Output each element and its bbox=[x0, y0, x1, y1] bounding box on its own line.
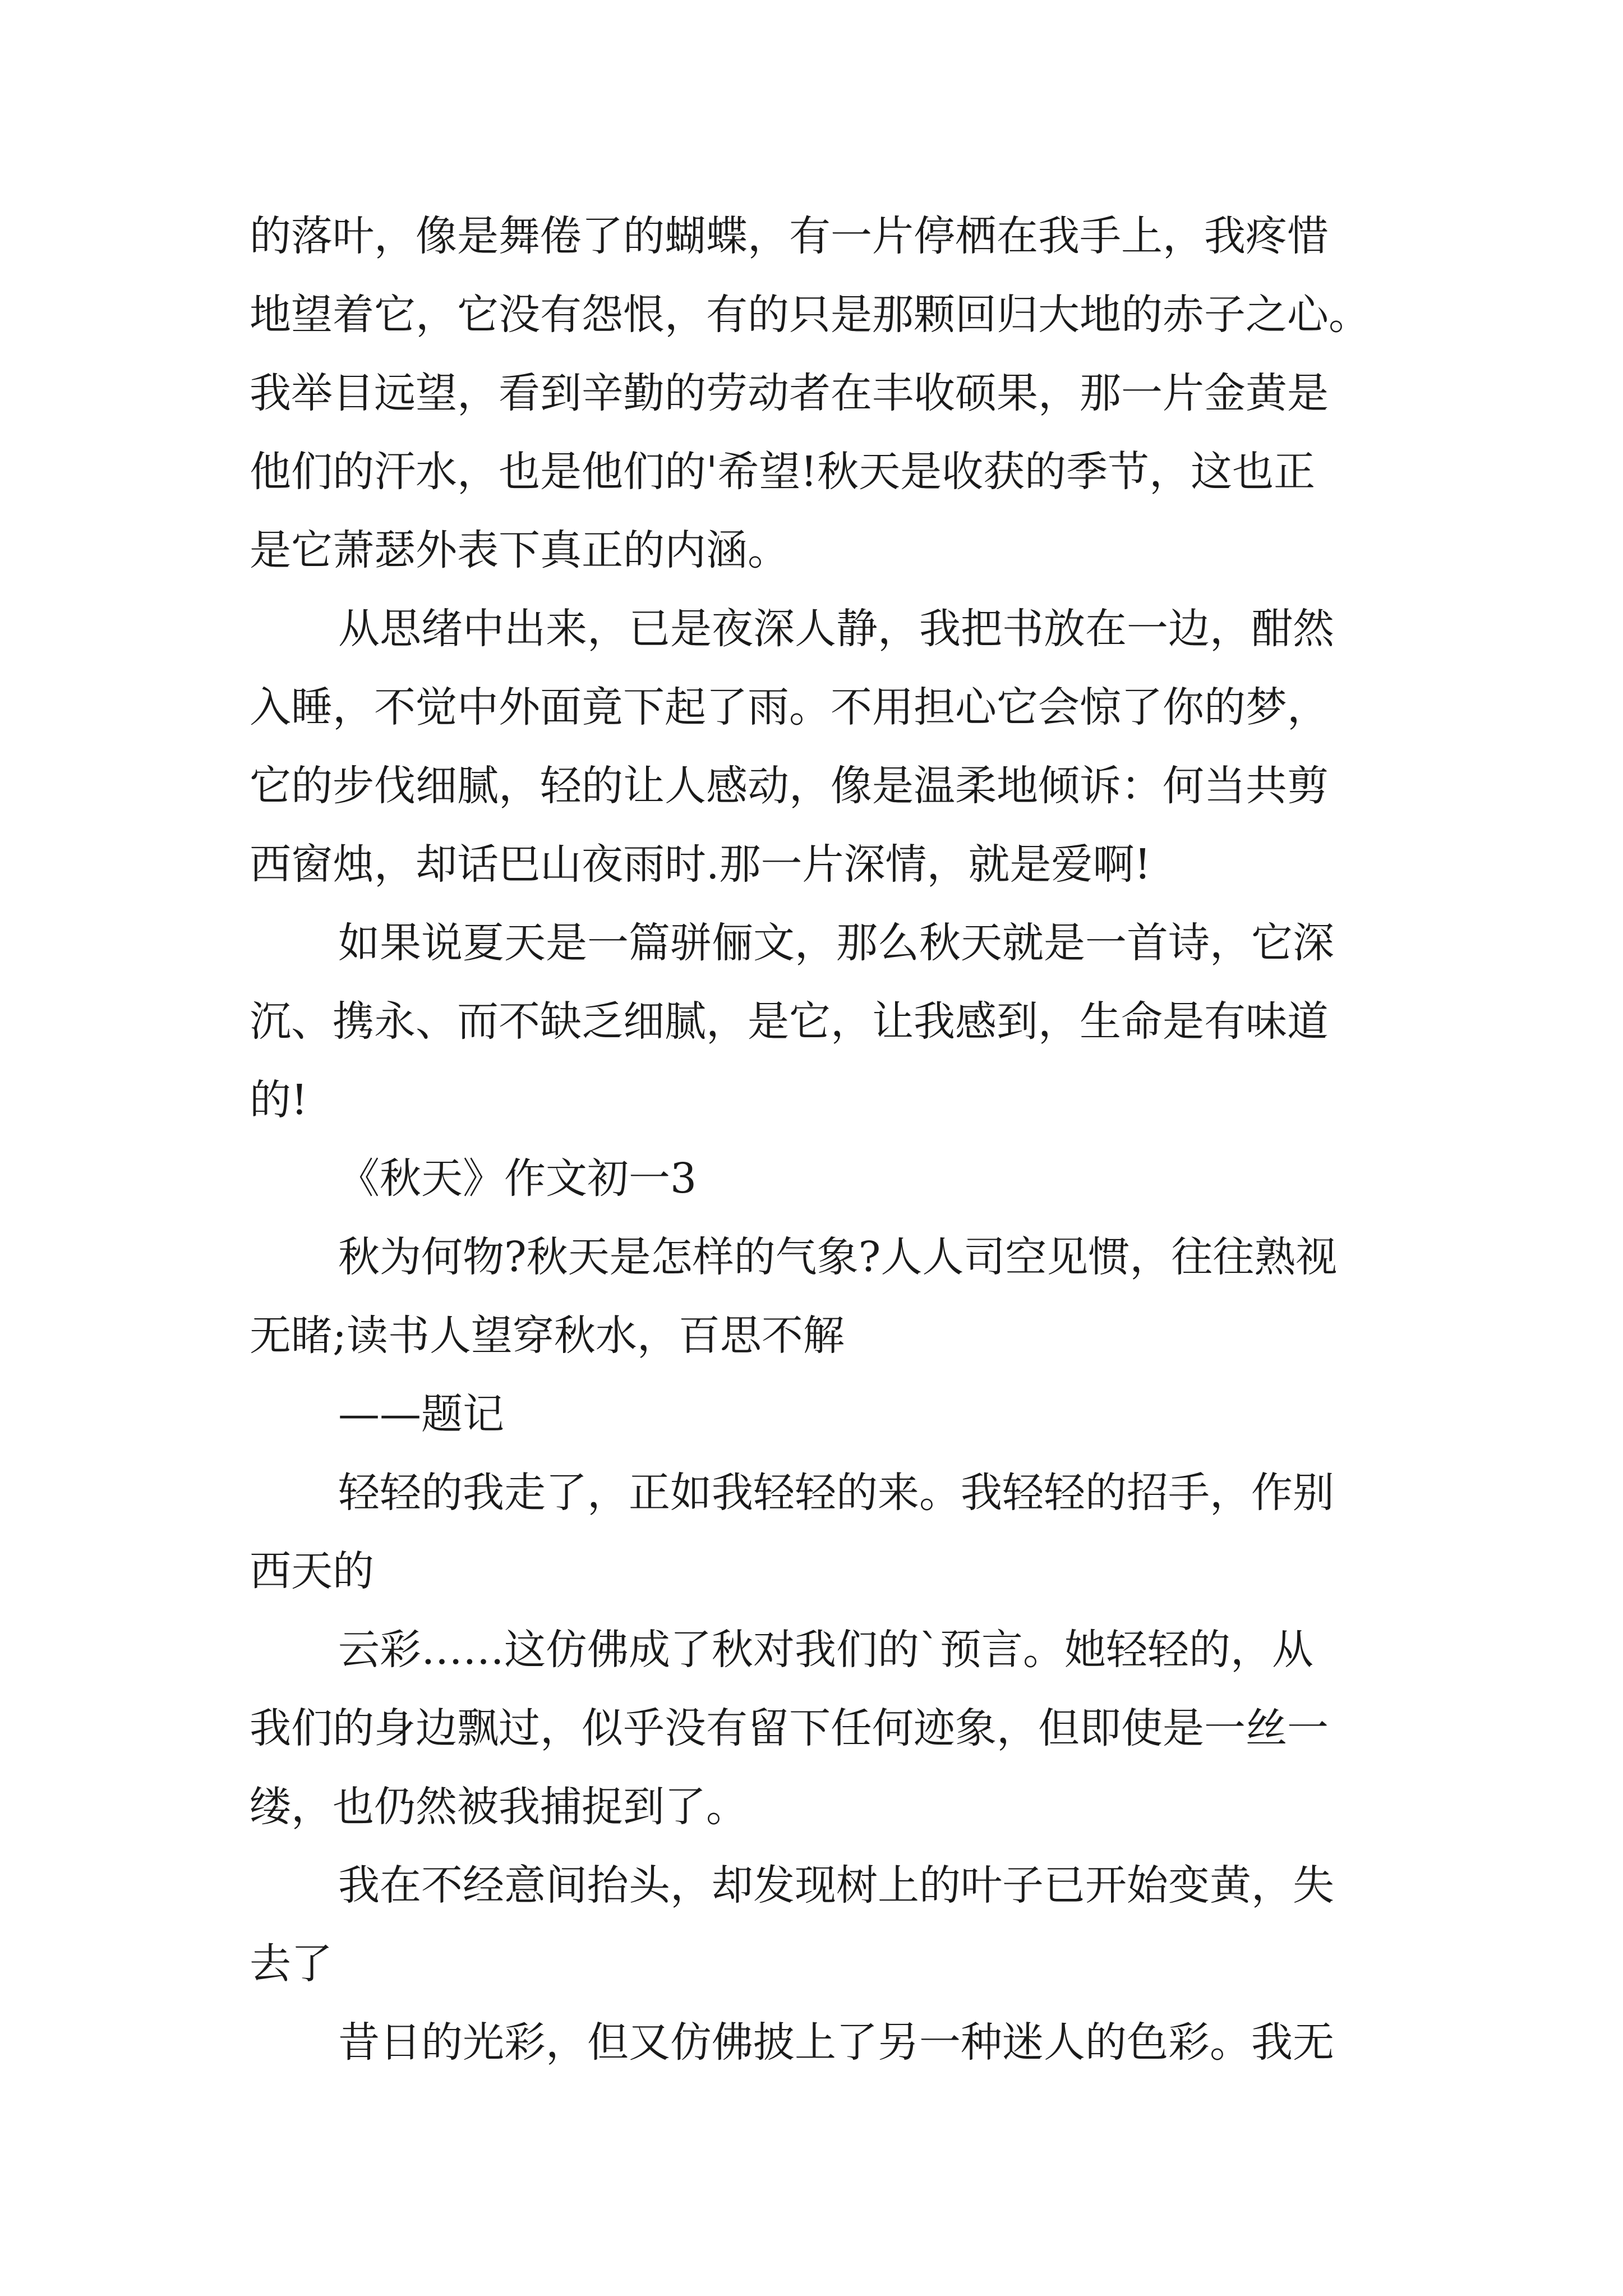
text-line: 无睹;读书人望穿秋水，百思不解 bbox=[250, 1312, 845, 1360]
text-line: 的! bbox=[250, 1076, 308, 1124]
text-line: 是它萧瑟外表下真正的内涵。 bbox=[250, 526, 789, 574]
text-line: 轻轻的我走了，正如我轻轻的来。我轻轻的招手，作别 bbox=[338, 1469, 1334, 1517]
text-line: 秋为何物?秋天是怎样的气象?人人司空见惯，往往熟视 bbox=[338, 1233, 1338, 1281]
text-line: 我在不经意间抬头，却发现树上的叶子已开始变黄，失 bbox=[338, 1861, 1334, 1910]
text-line: 入睡，不觉中外面竟下起了雨。不用担心它会惊了你的梦， bbox=[250, 683, 1329, 731]
text-line: 如果说夏天是一篇骈俪文，那么秋天就是一首诗，它深 bbox=[338, 919, 1334, 967]
text-line: 我举目远望，看到辛勤的劳动者在丰收硕果，那一片金黄是 bbox=[250, 369, 1329, 417]
text-line: 它的步伐细腻，轻的让人感动，像是温柔地倾诉：何当共剪 bbox=[250, 762, 1329, 810]
text-line: 去了 bbox=[250, 1940, 333, 1988]
text-line: 的落叶，像是舞倦了的蝴蝶，有一片停栖在我手上，我疼惜 bbox=[250, 212, 1329, 260]
text-line: 地望着它，它没有怨恨，有的只是那颗回归大地的赤子之心。 bbox=[250, 291, 1370, 339]
text-line: 沉、携永、而不缺乏细腻，是它，让我感到，生命是有味道 bbox=[250, 997, 1329, 1046]
text-line: 昔日的光彩，但又仿佛披上了另一种迷人的色彩。我无 bbox=[338, 2018, 1334, 2067]
text-line: 缕，也仍然被我捕捉到了。 bbox=[250, 1783, 748, 1831]
text-line: 从思绪中出来，已是夜深人静，我把书放在一边，酣然 bbox=[338, 605, 1334, 653]
text-line: 他们的汗水，也是他们的'希望!秋天是收获的季节，这也正 bbox=[250, 448, 1316, 496]
text-line: 西天的 bbox=[250, 1547, 374, 1595]
text-line: 我们的身边飘过，似乎没有留下任何迹象，但即使是一丝一 bbox=[250, 1704, 1329, 1752]
section-heading: 《秋天》作文初一3 bbox=[338, 1154, 697, 1203]
text-line: 西窗烛，却话巴山夜雨时.那一片深情，就是爱啊! bbox=[250, 840, 1151, 889]
epigraph-attribution: ——题记 bbox=[338, 1390, 504, 1438]
text-line: 云彩……这仿佛成了秋对我们的`预言。她轻轻的，从 bbox=[338, 1626, 1313, 1674]
